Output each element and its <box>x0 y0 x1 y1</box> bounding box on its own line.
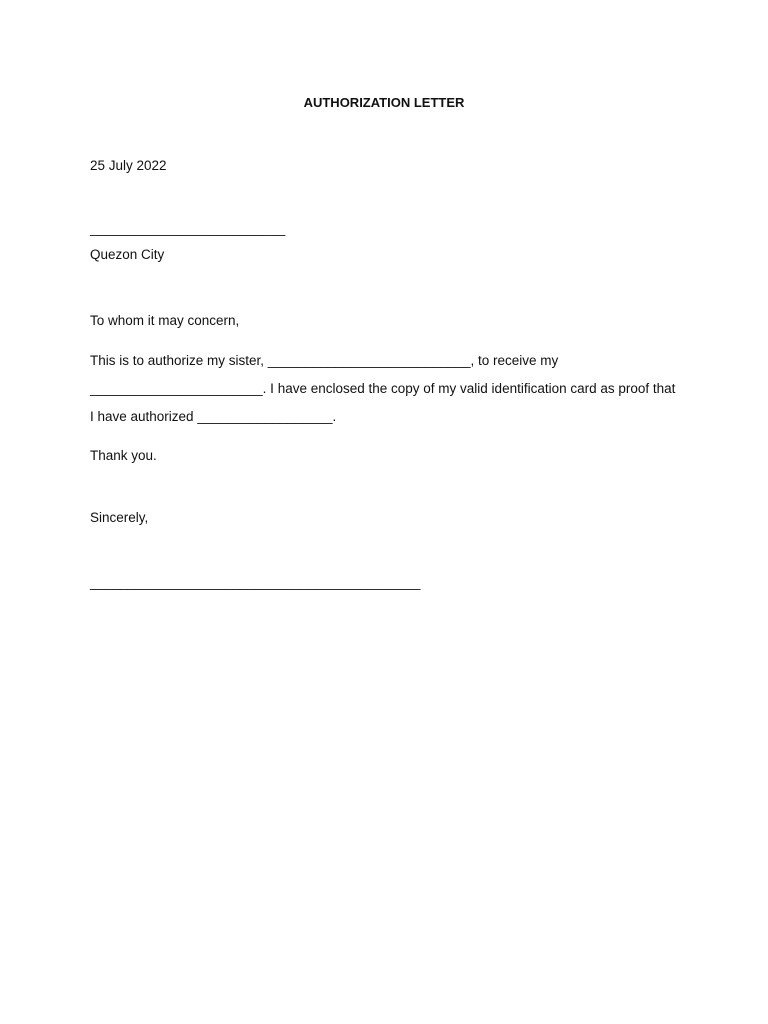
body-line-1: This is to authorize my sister, ___________________________, to receive my <box>90 353 559 368</box>
body-line-3: I have authorized __________________. <box>90 409 337 424</box>
thank-you-line: Thank you. <box>90 448 157 463</box>
letter-title: AUTHORIZATION LETTER <box>303 95 465 110</box>
signature-blank: ____________________________________________ <box>90 575 421 590</box>
recipient-city: Quezon City <box>90 247 165 262</box>
letter-date: 25 July 2022 <box>90 158 167 173</box>
salutation: To whom it may concern, <box>90 313 240 328</box>
closing-line: Sincerely, <box>90 510 149 525</box>
recipient-name-blank: __________________________ <box>90 221 286 236</box>
body-line-2: _______________________. I have enclosed the copy of my valid identification card as proof that <box>90 381 676 396</box>
